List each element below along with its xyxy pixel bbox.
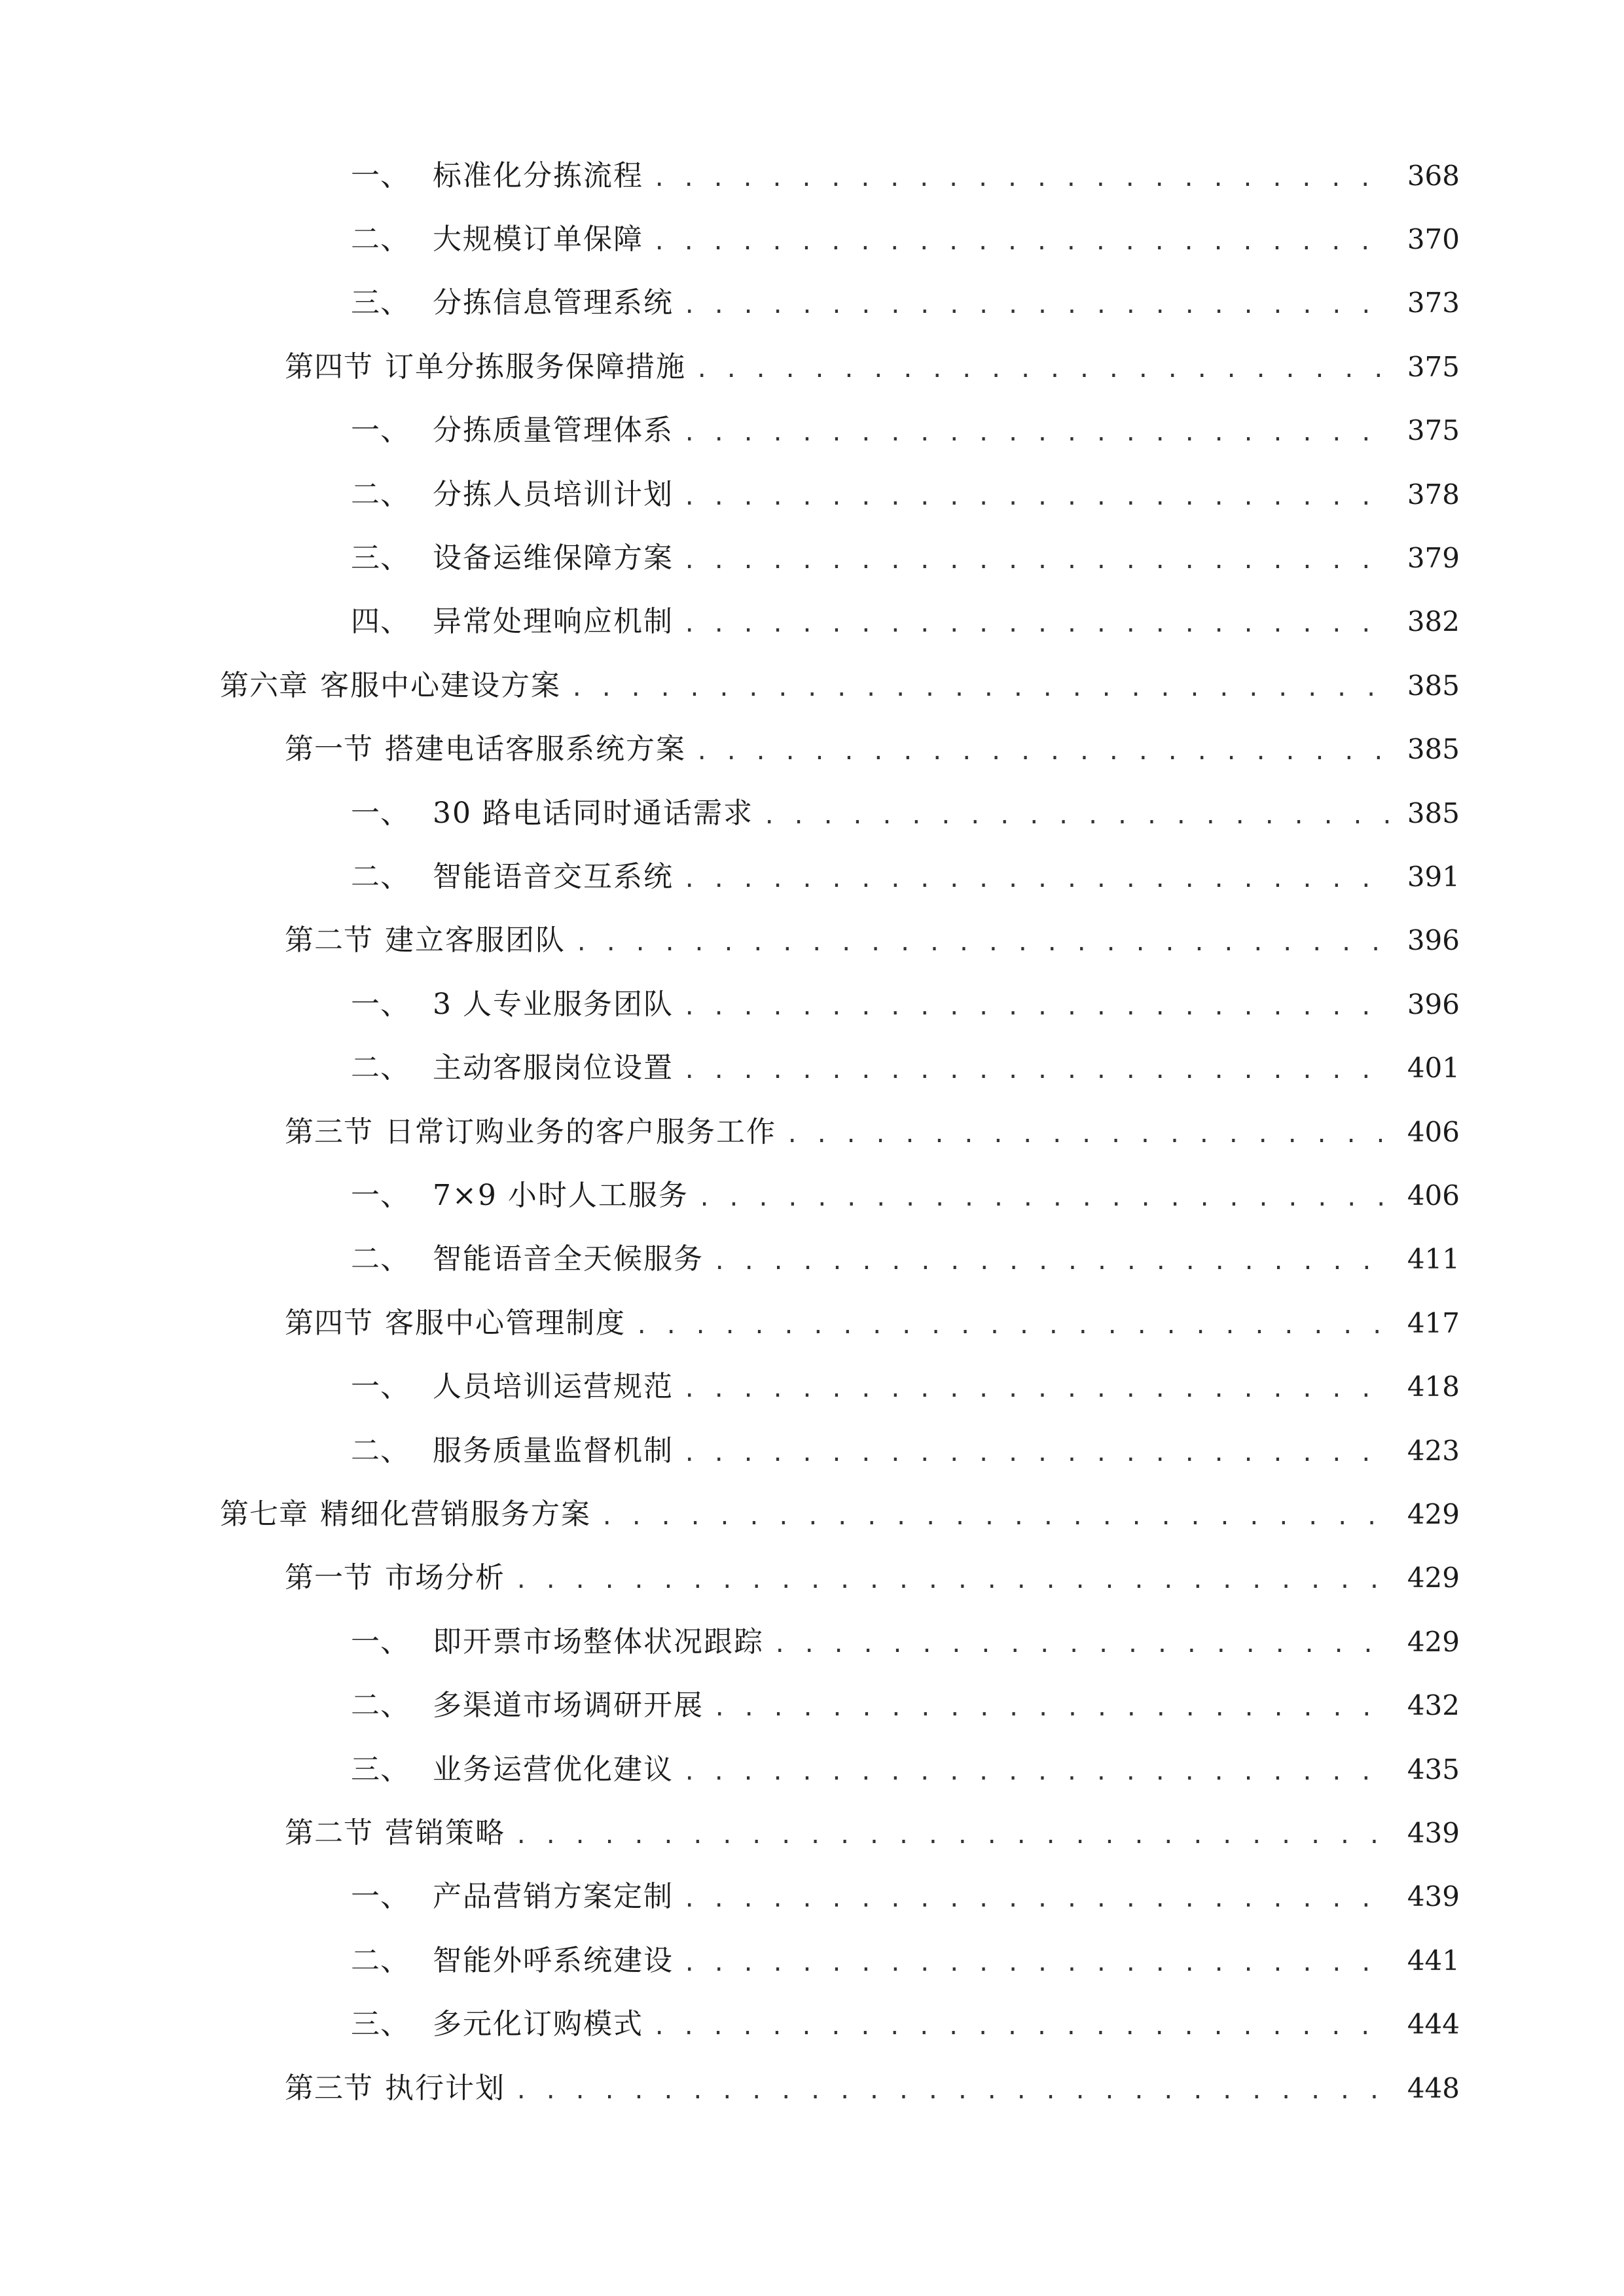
toc-entry-marker: 三、 (351, 286, 410, 320)
toc-subsection-entry[interactable] (0, 207, 1624, 271)
toc-subsection-entry[interactable] (0, 781, 1624, 845)
toc-entry-title: 7×9 小时人工服务 (433, 1178, 689, 1212)
toc-subsection-entry[interactable] (0, 590, 1624, 654)
toc-entry-marker: 二、 (351, 1242, 410, 1276)
toc-subsection-entry[interactable] (0, 1674, 1624, 1738)
toc-entry-title: 建立客服团队 (385, 924, 566, 958)
toc-entry-marker: 二、 (351, 859, 410, 893)
toc-dot-leader (773, 1634, 1392, 1656)
toc-entry-title: 主动客服岗位设置 (433, 1051, 674, 1085)
toc-page-number: 373 (1407, 287, 1460, 319)
toc-page-number: 385 (1407, 733, 1460, 766)
toc-page-number: 385 (1407, 669, 1460, 702)
toc-page-number: 448 (1407, 2072, 1460, 2104)
toc-page-number: 444 (1407, 2008, 1460, 2041)
toc-page-number: 401 (1407, 1052, 1460, 1085)
toc-dot-leader (713, 1697, 1392, 1719)
toc-entry-marker: 一、 (351, 158, 410, 192)
toc-entry-marker: 二、 (351, 1943, 410, 1977)
toc-entry-marker: 二、 (351, 1433, 410, 1467)
toc-subsection-entry[interactable] (0, 144, 1624, 207)
toc-entry-title: 即开票市场整体状况跟踪 (433, 1624, 764, 1659)
toc-section-entry[interactable] (0, 1801, 1624, 1865)
toc-entry-title: 服务质量监督机制 (433, 1433, 674, 1467)
toc-entry-title: 分拣人员培训计划 (433, 477, 674, 511)
toc-page-number: 396 (1407, 988, 1460, 1020)
toc-page-number: 375 (1407, 414, 1460, 447)
toc-entry-marker: 第七章 (220, 1497, 308, 1531)
toc-page-number: 429 (1407, 1498, 1460, 1530)
toc-subsection-entry[interactable] (0, 1164, 1624, 1227)
toc-dot-leader (570, 677, 1392, 700)
toc-entry-marker: 一、 (351, 1880, 410, 1914)
toc-dot-leader (785, 1124, 1392, 1146)
toc-entry-title: 3 人专业服务团队 (433, 987, 674, 1021)
toc-entry-marker: 一、 (351, 796, 410, 830)
toc-dot-leader (653, 2016, 1392, 2038)
toc-dot-leader (683, 996, 1392, 1018)
toc-entry-marker: 二、 (351, 1689, 410, 1723)
toc-entry-marker: 二、 (351, 1051, 410, 1085)
toc-subsection-entry[interactable] (0, 1865, 1624, 1929)
toc-dot-leader (514, 2080, 1392, 2102)
toc-entry-marker: 第六章 (220, 668, 308, 702)
toc-section-entry[interactable] (0, 335, 1624, 399)
toc-dot-leader (575, 932, 1392, 954)
toc-page-number: 379 (1407, 541, 1460, 574)
toc-entry-title: 业务运营优化建议 (433, 1752, 674, 1786)
toc-entry-title: 客服中心建设方案 (320, 668, 561, 702)
toc-entry-title: 订单分拣服务保障措施 (385, 350, 686, 384)
toc-page-number: 441 (1407, 1944, 1460, 1977)
toc-section-entry[interactable] (0, 718, 1624, 781)
toc-entry-marker: 四、 (351, 605, 410, 639)
toc-page-number: 429 (1407, 1625, 1460, 1658)
toc-subsection-entry[interactable] (0, 526, 1624, 590)
toc-entry-title: 大规模订单保障 (433, 222, 643, 256)
toc-dot-leader (653, 168, 1392, 190)
toc-entry-title: 异常处理响应机制 (433, 605, 674, 639)
toc-dot-leader (653, 231, 1392, 253)
toc-subsection-entry[interactable] (0, 973, 1624, 1036)
toc-page-number: 396 (1407, 924, 1460, 957)
toc-dot-leader (600, 1506, 1392, 1528)
toc-dot-leader (763, 805, 1392, 827)
toc-page-number: 370 (1407, 223, 1460, 255)
toc-dot-leader (713, 1251, 1392, 1273)
toc-entry-title: 人员培训运营规范 (433, 1370, 674, 1404)
toc-dot-leader (514, 1825, 1392, 1847)
toc-page-number: 439 (1407, 1816, 1460, 1849)
toc-entry-marker: 第一节 (285, 732, 373, 766)
toc-entry-title: 设备运维保障方案 (433, 541, 674, 575)
toc-dot-leader (683, 550, 1392, 572)
toc-dot-leader (683, 613, 1392, 636)
toc-subsection-entry[interactable] (0, 1610, 1624, 1674)
toc-entry-title: 营销策略 (385, 1816, 505, 1850)
toc-entry-title: 多渠道市场调研开展 (433, 1689, 704, 1723)
toc-page-number: 391 (1407, 860, 1460, 893)
toc-page-number: 411 (1407, 1243, 1460, 1276)
toc-page-number: 406 (1407, 1115, 1460, 1148)
toc-entry-title: 智能外呼系统建设 (433, 1943, 674, 1977)
toc-dot-leader (635, 1315, 1392, 1337)
toc-page-number: 432 (1407, 1689, 1460, 1722)
toc-entry-marker: 二、 (351, 222, 410, 256)
toc-entry-marker: 一、 (351, 1624, 410, 1659)
toc-page-number: 385 (1407, 797, 1460, 829)
toc-entry-marker: 三、 (351, 541, 410, 575)
toc-chapter-entry[interactable] (0, 1482, 1624, 1546)
toc-dot-leader (683, 1443, 1392, 1465)
toc-subsection-entry[interactable] (0, 1228, 1624, 1291)
toc-entry-title: 智能语音交互系统 (433, 859, 674, 893)
toc-entry-title: 智能语音全天候服务 (433, 1242, 704, 1276)
toc-entry-marker: 第三节 (285, 2071, 373, 2105)
toc-page-number: 375 (1407, 350, 1460, 383)
toc-dot-leader (695, 741, 1392, 763)
toc-entry-marker: 二、 (351, 477, 410, 511)
toc-subsection-entry[interactable] (0, 1738, 1624, 1801)
toc-dot-leader (683, 486, 1392, 509)
toc-subsection-entry[interactable] (0, 1929, 1624, 1992)
toc-entry-title: 分拣质量管理体系 (433, 414, 674, 448)
toc-subsection-entry[interactable] (0, 845, 1624, 908)
toc-chapter-entry[interactable] (0, 654, 1624, 717)
toc-subsection-entry[interactable] (0, 399, 1624, 463)
toc-entry-title: 日常订购业务的客户服务工作 (385, 1115, 776, 1149)
toc-dot-leader (683, 422, 1392, 444)
toc-entry-marker: 第三节 (285, 1115, 373, 1149)
toc-dot-leader (698, 1187, 1392, 1210)
toc-entry-marker: 第四节 (285, 350, 373, 384)
toc-page-number: 406 (1407, 1179, 1460, 1211)
toc-entry-title: 分拣信息管理系统 (433, 286, 674, 320)
toc-dot-leader (683, 1378, 1392, 1401)
toc-page-number: 378 (1407, 478, 1460, 511)
toc-entry-title: 标准化分拣流程 (433, 158, 643, 192)
toc-entry-marker: 第四节 (285, 1306, 373, 1340)
toc-subsection-entry[interactable] (0, 463, 1624, 526)
toc-entry-marker: 一、 (351, 414, 410, 448)
toc-entry-marker: 第二节 (285, 1816, 373, 1850)
toc-entry-title: 产品营销方案定制 (433, 1880, 674, 1914)
toc-dot-leader (514, 1570, 1392, 1592)
toc-dot-leader (683, 295, 1392, 317)
toc-subsection-entry[interactable] (0, 1037, 1624, 1100)
toc-dot-leader (683, 1060, 1392, 1082)
toc-entry-title: 精细化营销服务方案 (320, 1497, 591, 1531)
toc-entry-marker: 一、 (351, 1178, 410, 1212)
toc-dot-leader (683, 869, 1392, 891)
toc-section-entry[interactable] (0, 1291, 1624, 1355)
toc-entry-title: 搭建电话客服系统方案 (385, 732, 686, 766)
toc-section-entry[interactable] (0, 909, 1624, 973)
toc-subsection-entry[interactable] (0, 1355, 1624, 1419)
toc-page-number: 417 (1407, 1306, 1460, 1339)
toc-page-number: 368 (1407, 159, 1460, 192)
toc-section-entry[interactable] (0, 1100, 1624, 1164)
toc-page-number: 418 (1407, 1371, 1460, 1403)
toc-subsection-entry[interactable] (0, 272, 1624, 335)
toc-entry-marker: 第一节 (285, 1561, 373, 1595)
toc-entry-marker: 一、 (351, 987, 410, 1021)
toc-entry-marker: 第二节 (285, 924, 373, 958)
toc-page-number: 423 (1407, 1434, 1460, 1467)
toc-page-number: 429 (1407, 1562, 1460, 1594)
toc-entry-title: 市场分析 (385, 1561, 505, 1595)
toc-page-number: 382 (1407, 605, 1460, 638)
toc-entry-title: 30 路电话同时通话需求 (433, 796, 753, 830)
toc-entry-marker: 三、 (351, 1752, 410, 1786)
toc-entry-title: 多元化订购模式 (433, 2007, 643, 2041)
toc-page-number: 439 (1407, 1880, 1460, 1913)
toc-entry-marker: 一、 (351, 1370, 410, 1404)
toc-subsection-entry[interactable] (0, 1993, 1624, 2056)
toc-dot-leader (683, 1761, 1392, 1784)
toc-section-entry[interactable] (0, 1547, 1624, 1610)
toc-dot-leader (683, 1952, 1392, 1975)
toc-entry-marker: 三、 (351, 2007, 410, 2041)
toc-entry-title: 执行计划 (385, 2071, 505, 2105)
toc-dot-leader (683, 1888, 1392, 1910)
toc-page-number: 435 (1407, 1753, 1460, 1785)
toc-entry-title: 客服中心管理制度 (385, 1306, 626, 1340)
toc-dot-leader (695, 359, 1392, 381)
toc-section-entry[interactable] (0, 2056, 1624, 2120)
toc-subsection-entry[interactable] (0, 1419, 1624, 1482)
